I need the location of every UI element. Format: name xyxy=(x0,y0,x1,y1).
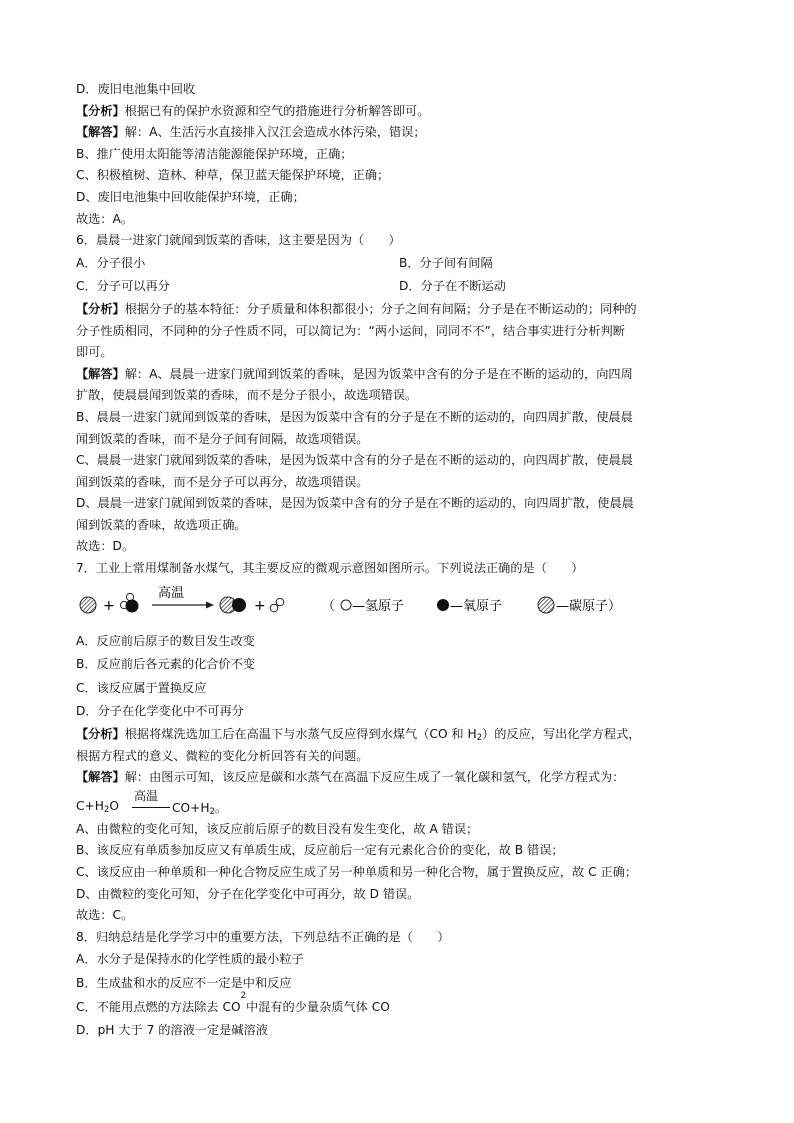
q8-option-a: A．水分子是保持水的化学性质的最小粒子 xyxy=(76,952,304,967)
q7-answer-b: B、该反应有单质参加反应又有单质生成，反应前后一定有元素化合价的变化，故 B 错误； xyxy=(76,843,564,858)
h2-atom-1 xyxy=(270,604,278,612)
q7-option-c: C．该反应属于置换反应 xyxy=(76,680,207,695)
q6-answer-3: B、晨晨一进家门就闻到饭菜的香味，是因为饭菜中含有的分子是在不断的运动的，向四周扩散，使晨晨 xyxy=(76,409,633,424)
q6-option-d: D．分子在不断运动 xyxy=(399,279,506,294)
q8-option-b: B．生成盐和水的反应不一定是中和反应 xyxy=(76,975,292,990)
q8-option-c: C．不能用点燃的方法除去 CO 2 中混有的少量杂质气体 CO xyxy=(76,990,390,1014)
q6-analysis-3: 即可。 xyxy=(76,345,113,360)
q6-answer-6: 闻到饭菜的香味，而不是分子可以再分，故选项错误。 xyxy=(76,474,369,489)
q6-answer-7: D、晨晨一进家门就闻到饭菜的香味，是因为饭菜中含有的分子是在不断的运动的，向四周扩散，使晨晨 xyxy=(76,496,634,511)
document-body xyxy=(76,79,726,1043)
q7-answer-d: D、由微粒的变化可知，分子在化学变化中可再分，故 D 错误。 xyxy=(76,886,420,901)
q6-answer-2: 扩散，使晨晨闻到饭菜的香味，而不是分子很小，故选项错误。 xyxy=(76,388,418,403)
q7-answer-a: A、由微粒的变化可知，该反应前后原子的数目没有发生变化，故 A 错误； xyxy=(76,821,479,836)
q7-answer: 【解答】解：由图示可知，该反应是碳和水蒸气在高温下反应生成了一氧化碳和氢气，化学方程式为： xyxy=(76,770,625,785)
q6-answer-4: 闻到饭菜的香味，而不是分子间有间隔，故选项错误。 xyxy=(76,431,369,446)
equation-equals-bar xyxy=(132,807,170,808)
equation-condition: 高温 xyxy=(134,788,159,803)
q6-stem: 6．晨晨一进家门就闻到饭菜的香味，这主要是因为（ ） xyxy=(76,233,401,248)
q7-analysis-2: 根据方程式的意义、微粒的变化分析回答有关的问题。 xyxy=(76,748,369,763)
carbon-atom-reactant xyxy=(80,597,96,613)
q7-answer-c: C、该反应由一种单质和一种化合物反应生成了另一种单质和另一种化合物，属于置换反应，故 C 正确； xyxy=(76,865,638,879)
legend-oxygen-label: —氧原子 xyxy=(450,598,503,614)
co-oxygen xyxy=(232,598,246,612)
q6-options-row1 xyxy=(76,252,726,276)
h2-atom-2 xyxy=(276,598,284,606)
q7-option-b: B．反应前后各元素的化合价不变 xyxy=(76,657,255,672)
q5-answer-b: B、推广使用太阳能等清洁能源能保护环境，正确； xyxy=(76,146,353,161)
q7-choice: 故选：C。 xyxy=(76,908,134,923)
condition-label: 高温 xyxy=(158,585,185,601)
legend-hydrogen-label: —氢原子 xyxy=(352,598,405,614)
q6-answer-8: 闻到饭菜的香味，故选项正确。 xyxy=(76,517,247,532)
water-oxygen xyxy=(126,599,139,612)
legend-oxygen-swatch xyxy=(437,599,449,611)
q6-options-row2 xyxy=(76,275,726,299)
q5-answer: 【解答】解：A、生活污水直接排入汉江会造成水体污染，错误； xyxy=(76,125,426,140)
legend-carbon-swatch xyxy=(538,597,554,613)
q7-reaction-diagram xyxy=(76,582,726,624)
q7-analysis: 【分析】根据将煤洗选加工后在高温下与水蒸气反应得到水煤气（CO 和 $H_2$）的反应，写出化学方程式， xyxy=(76,727,641,744)
q6-answer-5: C、晨晨一进家门就闻到饭菜的香味，是因为饭菜中含有的分子是在不断的运动的，向四周扩散，使晨晨 xyxy=(76,453,633,468)
legend-hydrogen-swatch xyxy=(341,600,351,610)
q7-stem: 7．工业上常用煤制备水煤气，其主要反应的微观示意图如图所示。下列说法正确的是（ ） xyxy=(76,561,584,576)
q6-option-c: C．分子可以再分 xyxy=(76,279,170,294)
q6-analysis: 【分析】根据分子的基本特征：分子质量和体积都很小；分子之间有间隔；分子是在不断运动的；同种的 xyxy=(76,301,637,316)
q6-analysis-2: 分子性质相同，不同种的分子性质不同，可以简记为：“两小运间，同同不不”，结合事实进行分析判断 xyxy=(76,323,625,338)
q5-answer-d: D、废旧电池集中回收能保护环境，正确； xyxy=(76,189,305,204)
q6-choice: 故选：D。 xyxy=(76,539,135,554)
q6-answer: 【解答】解：A、晨晨一进家门就闻到饭菜的香味，是因为饭菜中含有的分子是在不断的运动的，向四周 xyxy=(76,366,633,381)
q7-equation: $C+H_2O$ 高温 $CO+H_2$。 xyxy=(76,788,228,817)
q7-option-d: D．分子在化学变化中不可再分 xyxy=(76,704,244,719)
water-hydrogen-top xyxy=(126,593,133,600)
reaction-arrow-head xyxy=(206,601,214,608)
legend-open-paren: （ xyxy=(322,598,336,614)
q8-stem: 8．归纳总结是化学学习中的重要方法，下列总结不正确的是（ ） xyxy=(76,929,450,944)
q5-option-d: D．废旧电池集中回收 xyxy=(76,82,196,96)
q8-option-d: D．pH 大于 7 的溶液一定是碱溶液 xyxy=(76,1023,268,1038)
q5-analysis: 【分析】根据已有的保护水资源和空气的措施进行分析解答即可。 xyxy=(76,103,430,118)
reaction-figure xyxy=(76,583,636,623)
q7-option-a: A．反应前后原子的数目发生改变 xyxy=(76,633,255,648)
plus-sign-1: + xyxy=(103,597,115,614)
legend-carbon-label: —碳原子） xyxy=(556,598,622,614)
plus-sign-2: + xyxy=(254,597,266,614)
q6-option-b: B．分子间有间隔 xyxy=(399,255,493,270)
q6-option-a: A．分子很小 xyxy=(76,255,146,270)
q5-answer-c: C、积极植树、造林、种草，保卫蓝天能保护环境，正确； xyxy=(76,168,390,183)
q5-choice: 故选：A。 xyxy=(76,211,134,226)
